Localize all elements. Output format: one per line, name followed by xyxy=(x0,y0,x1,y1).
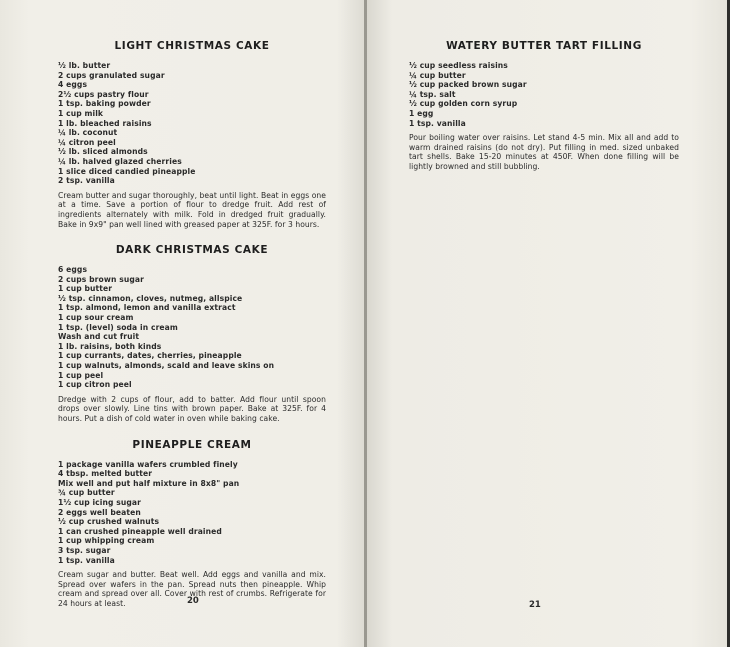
ingredient-list xyxy=(409,61,679,128)
recipe-watery-butter-tart-filling xyxy=(409,40,679,172)
ingredient: 1 tsp. baking powder xyxy=(58,99,151,109)
ingredient: 1 cup butter xyxy=(58,284,113,294)
recipe-title: PINEAPPLE CREAM xyxy=(132,438,252,451)
ingredient: ½ lb. butter xyxy=(58,61,111,70)
ingredient: 6 eggs xyxy=(58,265,88,275)
ingredient: 1 cup sour cream xyxy=(58,313,134,323)
ingredient: ¼ tsp. salt xyxy=(409,89,456,99)
recipe-pineapple-cream xyxy=(58,439,326,609)
ingredient: 2½ cups pastry flour xyxy=(58,89,149,99)
ingredient: 1 egg xyxy=(409,108,434,118)
ingredient: ¾ cup butter xyxy=(58,488,115,498)
ingredient: 1 cup currants, dates, cherries, pineapple xyxy=(58,351,242,361)
recipe-directions: Pour boiling water over raisins. Let stand 4-5 min. Mix all and add to warm drained raisins (do not dry). Put filling in med. sized unbaked tart shells. Bake 15-20 minutes at 450F. When done filling will be lightly browned and still bubbling. xyxy=(409,133,679,171)
ingredient: 1 cup walnuts, almonds, scald and leave skins on xyxy=(58,361,275,371)
ingredient: ½ cup golden corn syrup xyxy=(409,99,518,109)
ingredient: ¼ citron peel xyxy=(58,137,116,147)
ingredient: ½ cup seedless raisins xyxy=(409,61,508,70)
ingredient: 1 lb. raisins, both kinds xyxy=(58,341,162,351)
ingredient: ¼ cup butter xyxy=(409,70,466,80)
ingredient: 1 cup whipping cream xyxy=(58,536,155,546)
ingredient: 2 cups brown sugar xyxy=(58,274,144,284)
ingredient-list xyxy=(58,61,326,186)
ingredient: 1 can crushed pineapple well drained xyxy=(58,526,222,536)
recipe-dark-christmas-cake xyxy=(58,244,326,424)
ingredient: 1 cup milk xyxy=(58,108,104,118)
page-number: 20 xyxy=(187,596,199,606)
ingredient: 1 tsp. almond, lemon and vanilla extract xyxy=(58,303,236,313)
page-number: 21 xyxy=(529,600,541,610)
ingredient: 1 tsp. (level) soda in cream xyxy=(58,322,178,332)
right-page-content xyxy=(409,40,679,187)
ingredient: 1 package vanilla wafers crumbled finely xyxy=(58,459,238,469)
ingredient: ½ cup packed brown sugar xyxy=(409,80,527,90)
ingredient: ½ tsp. cinnamon, cloves, nutmeg, allspice xyxy=(58,293,243,303)
recipe-directions: Dredge with 2 cups of flour, add to batter. Add flour until spoon drops over slowly. Line tins with brown paper. Bake at 325F. for 4 hours. Put a dish of cold water in oven while baking cake. xyxy=(58,394,326,423)
left-page-content xyxy=(58,40,326,624)
recipe-directions: Cream sugar and butter. Beat well. Add eggs and vanilla and mix. Spread over wafers in the pan. Spread nuts then pineapple. Whip cream and spread over all. Cover with rest of crumbs. Refrigerate for 24 hours at least. xyxy=(58,570,326,608)
recipe-title: WATERY BUTTER TART FILLING xyxy=(446,40,642,52)
recipe-title: LIGHT CHRISTMAS CAKE xyxy=(114,40,270,52)
ingredient: 1 slice diced candied pineapple xyxy=(58,166,196,176)
ingredient: 2 tsp. vanilla xyxy=(58,176,115,186)
ingredient: Wash and cut fruit xyxy=(58,332,140,342)
right-page xyxy=(367,0,727,647)
ingredient: 1 lb. bleached raisins xyxy=(58,118,152,128)
recipe-title: DARK CHRISTMAS CAKE xyxy=(115,244,269,257)
ingredient-list xyxy=(58,460,326,566)
ingredient: ¼ lb. halved glazed cherries xyxy=(58,156,182,166)
ingredient: ½ lb. sliced almonds xyxy=(58,147,148,157)
ingredient: ¼ lb. coconut xyxy=(58,128,118,138)
ingredient: ½ cup crushed walnuts xyxy=(58,517,160,527)
recipe-light-christmas-cake xyxy=(58,40,326,229)
ingredient: 1 tsp. vanilla xyxy=(58,555,115,565)
ingredient: 4 tbsp. melted butter xyxy=(58,469,153,479)
ingredient: 4 eggs xyxy=(58,80,88,90)
ingredient: 1½ cup icing sugar xyxy=(58,497,141,507)
ingredient: 3 tsp. sugar xyxy=(58,545,111,555)
ingredient-list xyxy=(58,265,326,390)
ingredient: 1 cup citron peel xyxy=(58,380,132,390)
ingredient: 1 cup peel xyxy=(58,370,104,380)
ingredient: 2 cups granulated sugar xyxy=(58,70,165,80)
recipe-directions: Cream butter and sugar thoroughly, beat until light. Beat in eggs one at a time. Save a portion of flour to dredge fruit. Add rest of ingredients alternately with milk. Fold in dredged fruit gradually. Bake in 9x9" pan well lined with greased paper at 325F. for 3 hours. xyxy=(58,190,326,229)
ingredient: 2 eggs well beaten xyxy=(58,507,141,517)
ingredient: Mix well and put half mixture in 8x8" pan xyxy=(58,478,240,488)
ingredient: 1 tsp. vanilla xyxy=(409,118,466,128)
